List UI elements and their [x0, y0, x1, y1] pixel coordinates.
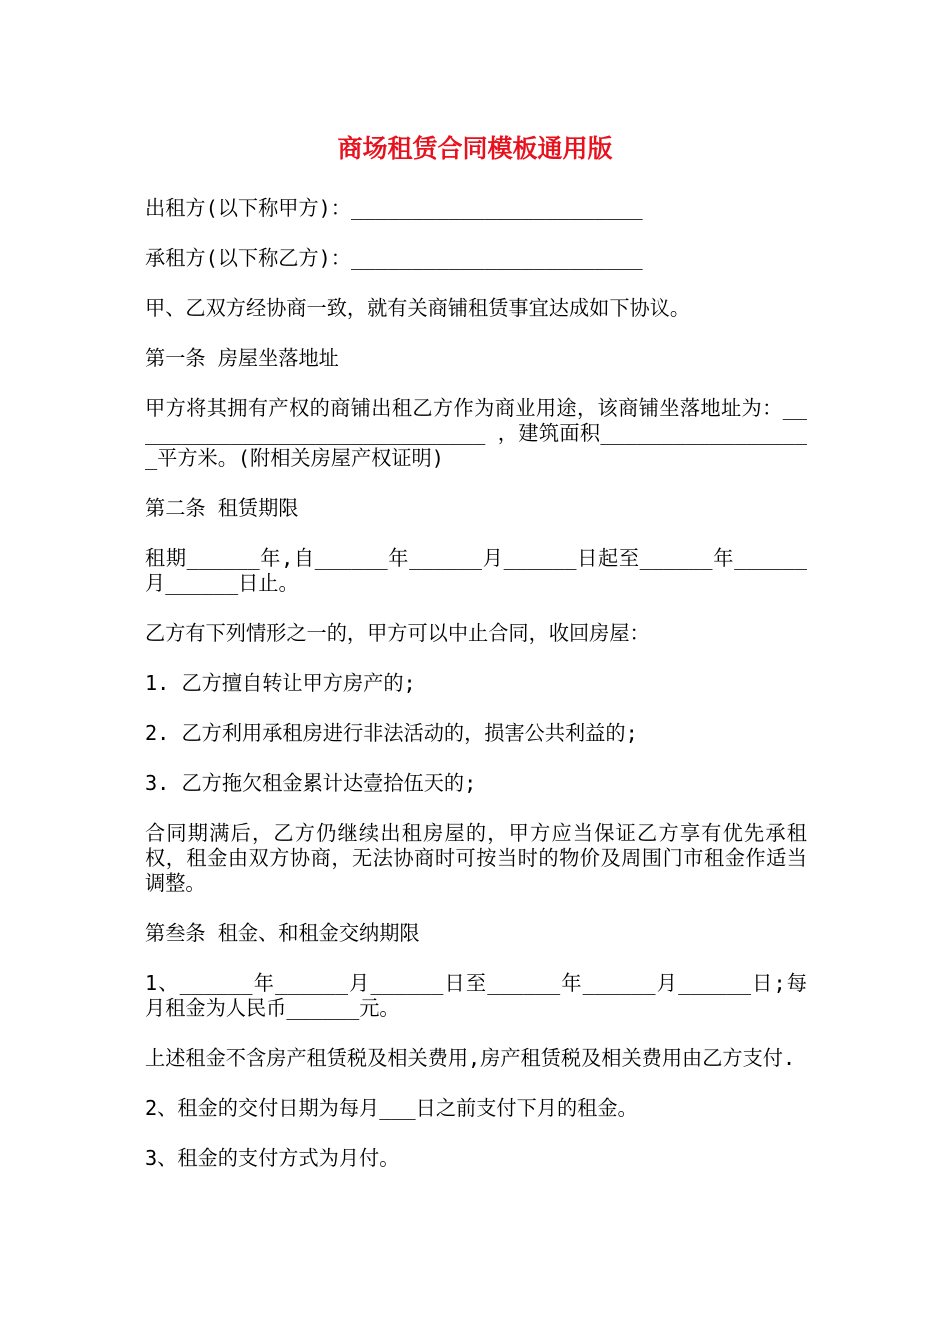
article-3-heading: 第叁条 租金、和租金交纳期限	[145, 921, 420, 945]
document-title: 商场租赁合同模板通用版	[337, 134, 613, 163]
document-body	[145, 196, 807, 1171]
rent-tax-note: 上述租金不含房产租赁税及相关费用,房产租赁税及相关费用由乙方支付.	[145, 1046, 796, 1070]
article-1-body: 甲方将其拥有产权的商铺出租乙方作为商业用途，该商铺坐落地址为：______________________________ ，建筑面积__________________平方米。(附相关房屋产权证明)	[145, 396, 807, 470]
article-1-heading: 第一条 房屋坐落地址	[145, 346, 339, 370]
lessor-line: 出租方(以下称甲方)：________________________	[145, 196, 643, 220]
rent-item-1: 1、______年______月______日至______年______月______日;每月租金为人民币______元。	[145, 971, 807, 1020]
termination-intro: 乙方有下列情形之一的，甲方可以中止合同，收回房屋：	[145, 621, 650, 645]
termination-item-1: 1. 乙方擅自转让甲方房产的;	[145, 671, 416, 695]
lessee-line: 承租方(以下称乙方)：________________________	[145, 246, 643, 270]
rent-item-2: 2、租金的交付日期为每月___日之前支付下月的租金。	[145, 1096, 638, 1120]
lease-term-line: 租期______年,自______年______月______日起至______年______月______日止。	[145, 546, 807, 595]
termination-item-3: 3. 乙方拖欠租金累计达壹拾伍天的;	[145, 771, 477, 795]
renewal-paragraph: 合同期满后，乙方仍继续出租房屋的，甲方应当保证乙方享有优先承租权，租金由双方协商，无法协商时可按当时的物价及周围门市租金作适当调整。	[145, 821, 807, 895]
agreement-intro: 甲、乙双方经协商一致，就有关商铺租赁事宜达成如下协议。	[145, 296, 691, 320]
article-2-heading: 第二条 租赁期限	[145, 496, 299, 520]
termination-item-2: 2. 乙方利用承租房进行非法活动的，损害公共利益的;	[145, 721, 638, 745]
rent-item-3: 3、租金的支付方式为月付。	[145, 1146, 400, 1170]
